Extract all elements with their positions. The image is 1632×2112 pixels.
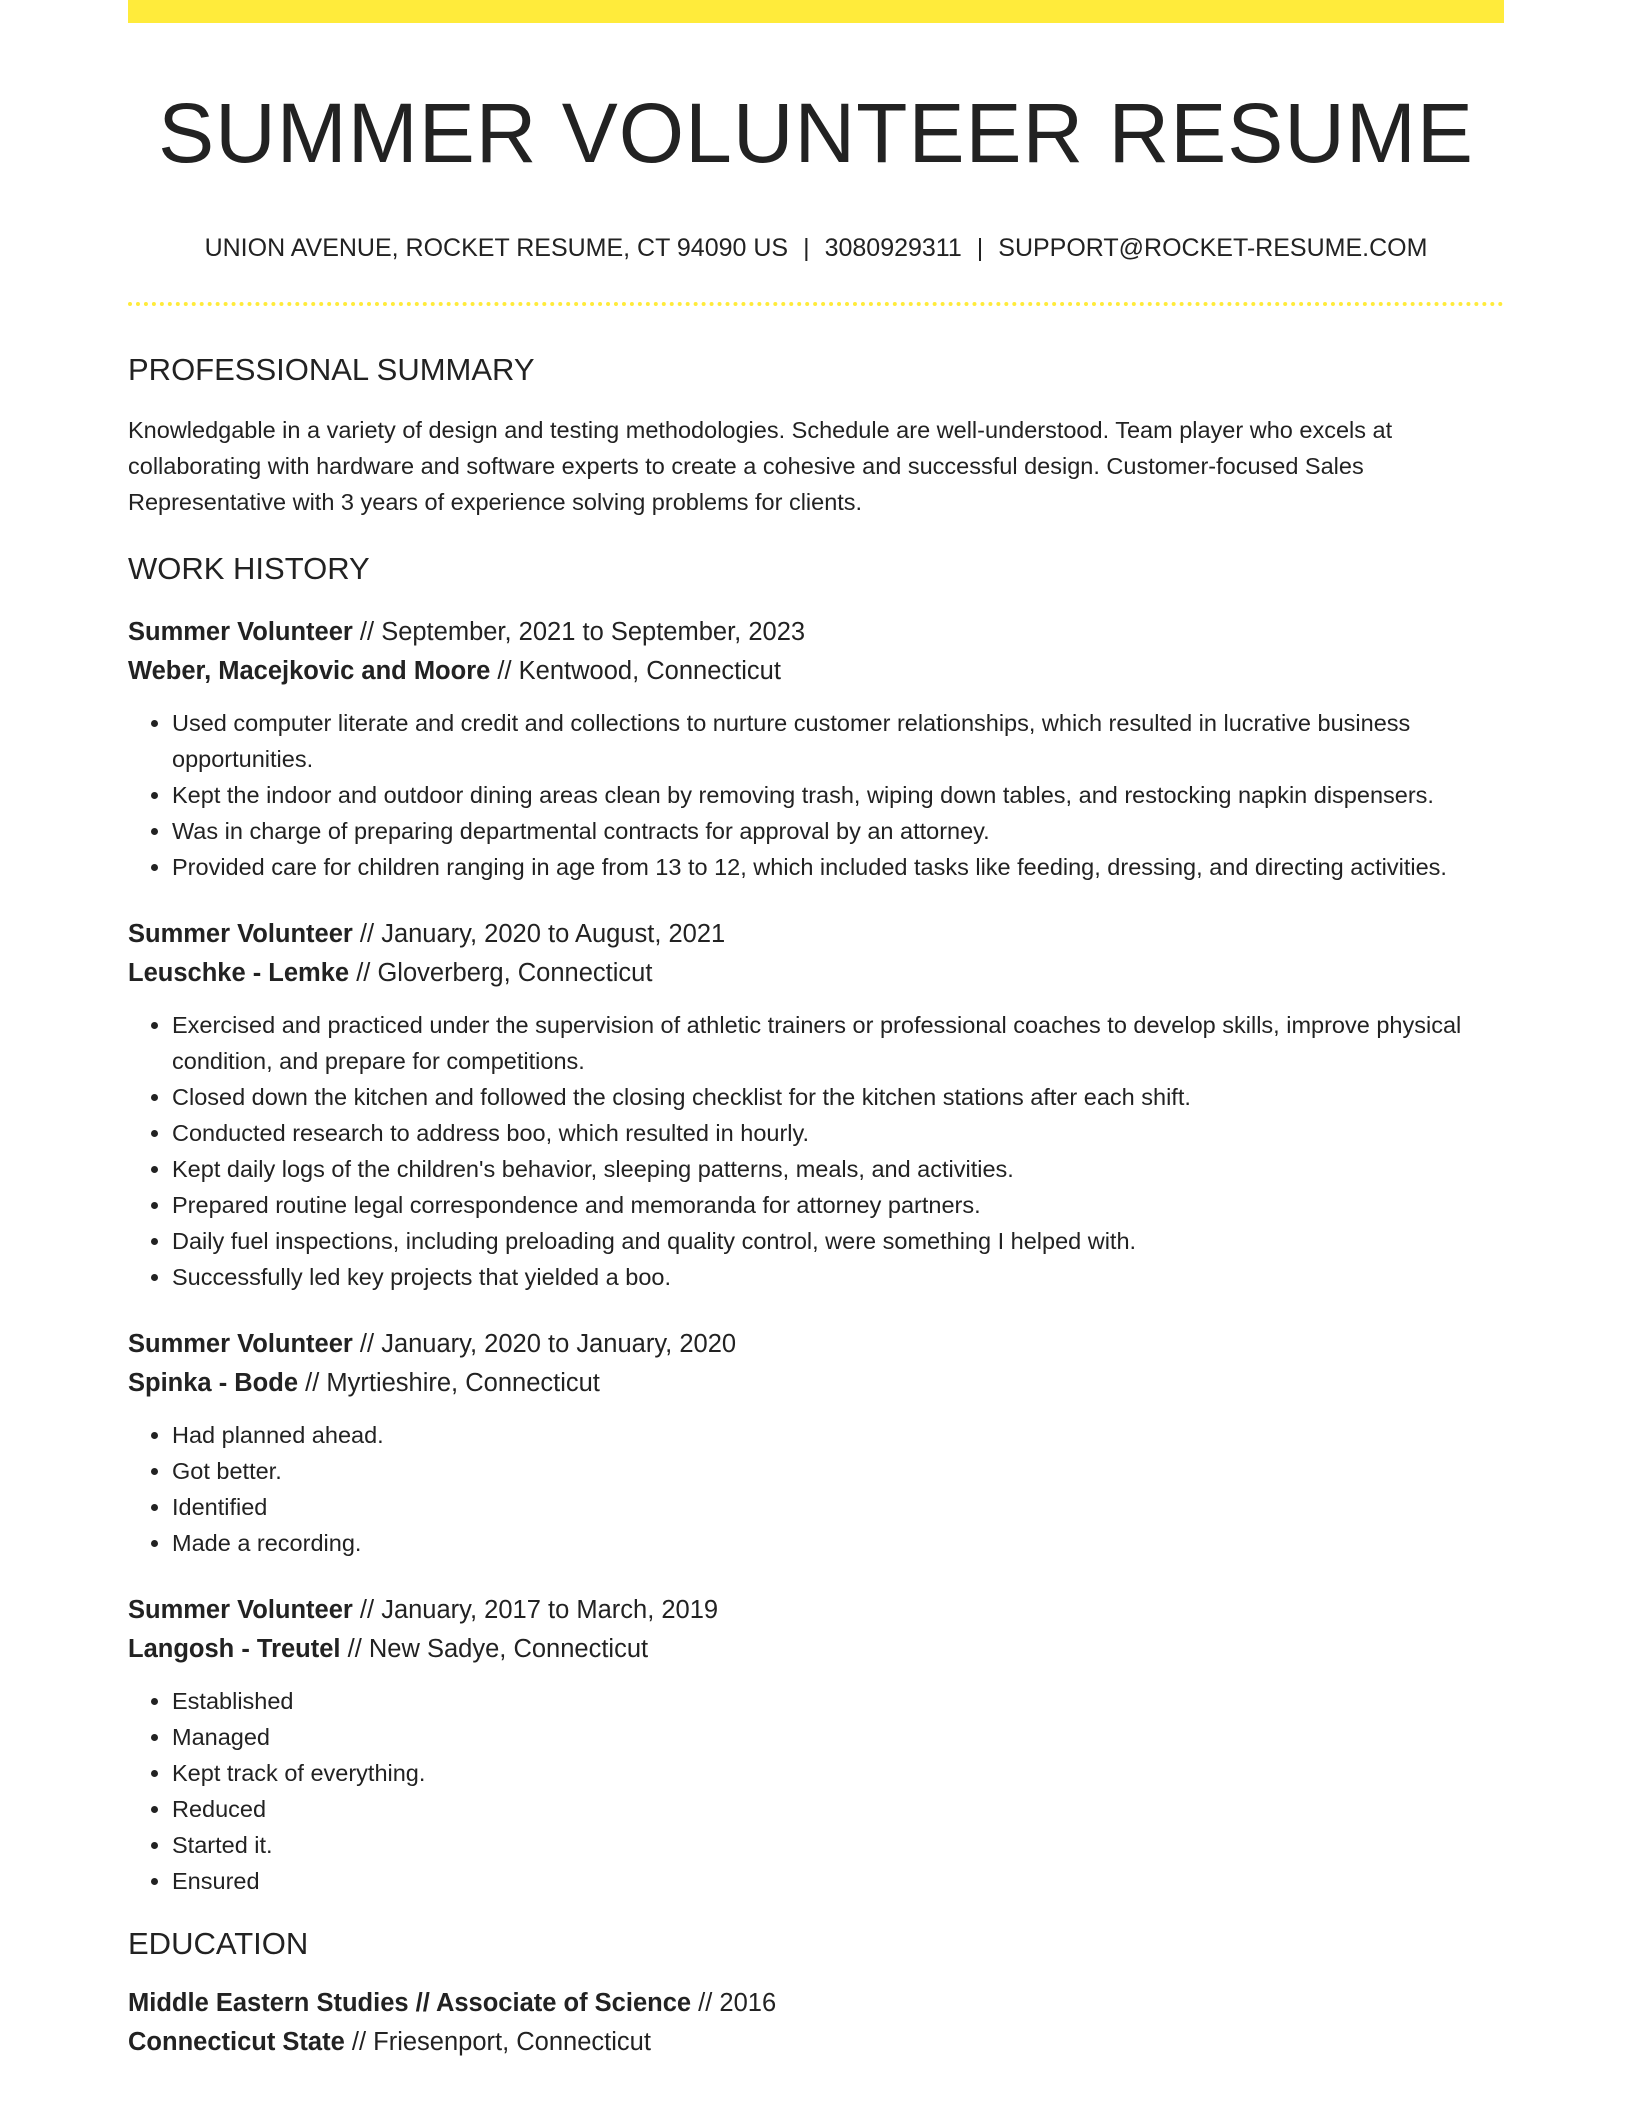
delimiter: // — [349, 959, 378, 988]
bullet-item: • Started it. — [172, 1827, 1504, 1863]
work-history-list — [128, 613, 1504, 1899]
delimiter: // — [352, 1596, 382, 1625]
job-location: Myrtieshire, Connecticut — [326, 1369, 600, 1398]
bullet-item: • Kept daily logs of the children's behavior, sleeping patterns, meals, and activities. — [172, 1151, 1504, 1187]
bullet-item: • Got better. — [172, 1453, 1504, 1489]
school-location: Friesenport, Connecticut — [373, 2028, 651, 2057]
contact-address: UNION AVENUE, ROCKET RESUME, CT 94090 US — [204, 233, 789, 262]
job-title: Summer Volunteer — [128, 1596, 353, 1625]
job-bullet-list — [128, 1683, 1504, 1899]
bullet-item: • Provided care for children ranging in age from 13 to 12, which included tasks like feeding, dressing, and directing activities. — [172, 849, 1504, 885]
education-list — [128, 1984, 1504, 2062]
delimiter: // — [352, 920, 382, 949]
bullet-item: • Closed down the kitchen and followed the closing checklist for the kitchen stations after each shift. — [172, 1079, 1504, 1115]
bullet-item: • Exercised and practiced under the supervision of athletic trainers or professional coaches to develop skills, improve physical condition, and prepare for competitions. — [172, 1007, 1504, 1079]
job-location: New Sadye, Connecticut — [368, 1635, 649, 1664]
bullet-item: • Used computer literate and credit and collections to nurture customer relationships, which resulted in lucrative business opportunities. — [172, 705, 1504, 777]
job-dates: September, 2021 to September, 2023 — [381, 618, 806, 647]
delimiter: // — [352, 1330, 382, 1359]
job-company-line — [128, 652, 1504, 691]
job-company-line — [128, 954, 1504, 993]
bullet-item: • Established — [172, 1683, 1504, 1719]
bullet-item: • Made a recording. — [172, 1525, 1504, 1561]
top-accent-bar — [128, 0, 1504, 23]
contact-separator: | — [976, 233, 984, 262]
job-title-line — [128, 613, 1504, 652]
job-company-line — [128, 1630, 1504, 1669]
summary-text: Knowledgable in a variety of design and testing methodologies. Schedule are well-understood. Team player who excels at collaborating with hardware and software experts to create a cohesive and successful design. Customer-focused Sales Representative with 3 years of experience solving problems for clients. — [128, 416, 1393, 515]
dotted-divider — [128, 302, 1504, 306]
bullet-item: • Kept the indoor and outdoor dining areas clean by removing trash, wiping down tables, and restocking napkin dispensers. — [172, 777, 1504, 813]
bullet-item: • Had planned ahead. — [172, 1417, 1504, 1453]
job-title: Summer Volunteer — [128, 618, 353, 647]
graduation-year: 2016 — [719, 1989, 777, 2018]
bullet-item: • Kept track of everything. — [172, 1755, 1504, 1791]
resume-title: SUMMER VOLUNTEER RESUME — [158, 86, 1474, 180]
job-dates: January, 2020 to January, 2020 — [381, 1330, 737, 1359]
contact-separator: | — [803, 233, 810, 262]
school-line — [128, 2023, 1504, 2062]
job-entry — [128, 613, 1504, 885]
bullet-item: • Was in charge of preparing departmental contracts for approval by an attorney. — [172, 813, 1504, 849]
education-heading: EDUCATION — [128, 1926, 309, 1962]
job-bullet-list — [128, 1417, 1504, 1561]
job-title-line — [128, 1325, 1504, 1364]
job-dates: January, 2020 to August, 2021 — [381, 920, 726, 949]
job-entry — [128, 1591, 1504, 1899]
job-location: Kentwood, Connecticut — [518, 657, 781, 686]
delimiter: // — [298, 1369, 327, 1398]
job-location: Gloverberg, Connecticut — [377, 959, 653, 988]
company-name: Weber, Macejkovic and Moore — [128, 657, 491, 686]
job-title: Summer Volunteer — [128, 1330, 353, 1359]
job-company-line — [128, 1364, 1504, 1403]
contact-line — [128, 234, 1504, 263]
degree-line — [128, 1984, 1504, 2023]
delimiter: // — [691, 1989, 720, 2018]
bullet-item: • Identified — [172, 1489, 1504, 1525]
resume-page — [128, 0, 1504, 2062]
delimiter: // — [340, 1635, 369, 1664]
job-title-line — [128, 1591, 1504, 1630]
bullet-item: • Ensured — [172, 1863, 1504, 1899]
bullet-item: • Prepared routine legal correspondence and memoranda for attorney partners. — [172, 1187, 1504, 1223]
bullet-item: • Managed — [172, 1719, 1504, 1755]
company-name: Leuschke - Lemke — [128, 959, 350, 988]
job-entry — [128, 1325, 1504, 1561]
work-history-heading: WORK HISTORY — [128, 550, 370, 586]
job-title-line — [128, 915, 1504, 954]
contact-phone: 3080929311 — [824, 233, 962, 262]
delimiter: // — [352, 618, 382, 647]
job-entry — [128, 915, 1504, 1295]
bullet-item: • Daily fuel inspections, including preloading and quality control, were something I helped with. — [172, 1223, 1504, 1259]
summary-heading: PROFESSIONAL SUMMARY — [128, 351, 535, 387]
bullet-item: • Conducted research to address boo, which resulted in hourly. — [172, 1115, 1504, 1151]
bullet-item: • Reduced — [172, 1791, 1504, 1827]
job-bullet-list — [128, 1007, 1504, 1295]
degree-name: Middle Eastern Studies // Associate of Science — [128, 1989, 692, 2018]
contact-email: SUPPORT@ROCKET-RESUME.COM — [998, 233, 1428, 262]
school-name: Connecticut State — [128, 2028, 345, 2057]
education-entry — [128, 1984, 1504, 2062]
company-name: Langosh - Treutel — [128, 1635, 341, 1664]
company-name: Spinka - Bode — [128, 1369, 299, 1398]
delimiter: // — [344, 2028, 374, 2057]
delimiter: // — [490, 657, 519, 686]
job-bullet-list — [128, 705, 1504, 885]
job-title: Summer Volunteer — [128, 920, 353, 949]
job-dates: January, 2017 to March, 2019 — [381, 1596, 719, 1625]
bullet-item: • Successfully led key projects that yielded a boo. — [172, 1259, 1504, 1295]
